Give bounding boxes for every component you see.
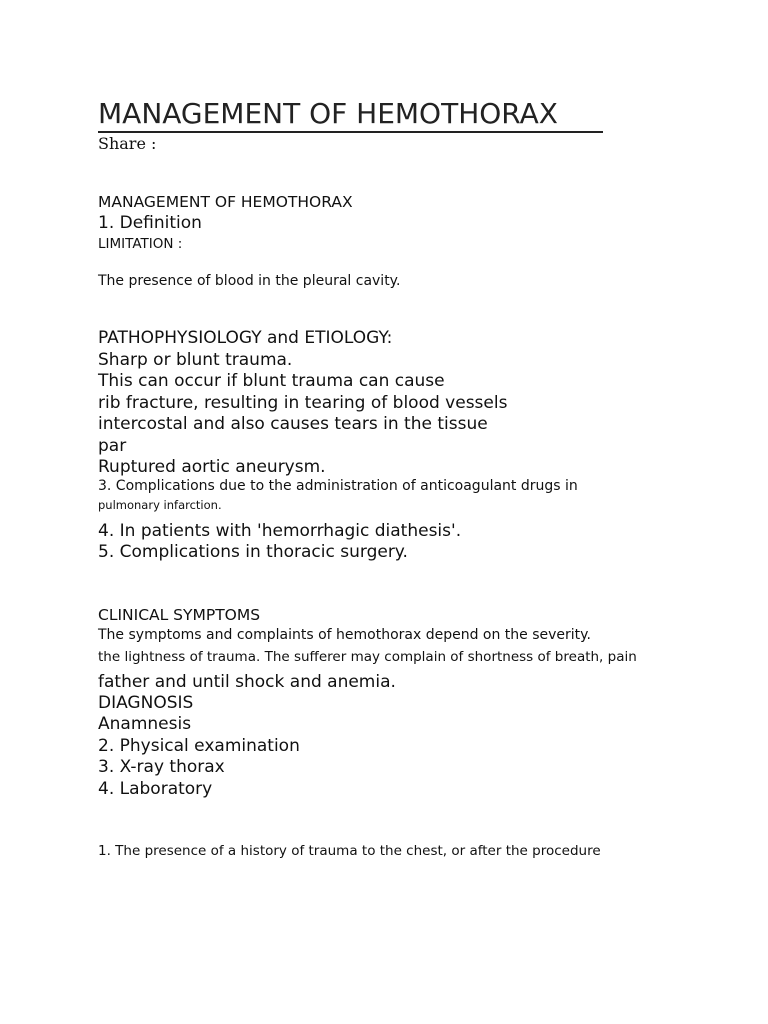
body-line: father and until shock and anemia. bbox=[98, 672, 396, 692]
body-line: par bbox=[98, 436, 127, 456]
pathophysiology-heading: PATHOPHYSIOLOGY and ETIOLOGY: bbox=[98, 328, 393, 348]
body-line: Sharp or blunt trauma. bbox=[98, 350, 293, 370]
body-line: Ruptured aortic aneurysm. bbox=[98, 457, 326, 477]
body-line: This can occur if blunt trauma can cause bbox=[98, 371, 445, 391]
share-label: Share : bbox=[98, 134, 157, 153]
diagnosis-item: 2. Physical examination bbox=[98, 736, 300, 756]
body-line: 3. Complications due to the administration of anticoagulant drugs in bbox=[98, 478, 578, 494]
body-line: rib fracture, resulting in tearing of blood vessels bbox=[98, 393, 508, 413]
page-title: MANAGEMENT OF HEMOTHORAX bbox=[98, 98, 603, 133]
body-line: the lightness of trauma. The sufferer may complain of shortness of breath, pain bbox=[98, 649, 637, 665]
body-line: 4. In patients with 'hemorrhagic diathesis'. bbox=[98, 521, 462, 541]
section-heading: MANAGEMENT OF HEMOTHORAX bbox=[98, 193, 353, 211]
diagnosis-item: 3. X-ray thorax bbox=[98, 757, 225, 777]
definition-heading: 1. Definition bbox=[98, 213, 202, 233]
diagnosis-heading: DIAGNOSIS bbox=[98, 693, 194, 713]
body-line: 5. Complications in thoracic surgery. bbox=[98, 542, 408, 562]
definition-text: The presence of blood in the pleural cavity. bbox=[98, 273, 401, 289]
limitation-label: LIMITATION : bbox=[98, 236, 183, 252]
clinical-symptoms-heading: CLINICAL SYMPTOMS bbox=[98, 606, 261, 624]
diagnosis-item: 4. Laboratory bbox=[98, 779, 213, 799]
body-line: 1. The presence of a history of trauma to the chest, or after the procedure bbox=[98, 843, 601, 859]
body-line: The symptoms and complaints of hemothorax depend on the severity. bbox=[98, 627, 591, 643]
body-line: pulmonary infarction. bbox=[98, 498, 222, 512]
diagnosis-item: Anamnesis bbox=[98, 714, 192, 734]
body-line: intercostal and also causes tears in the tissue bbox=[98, 414, 488, 434]
